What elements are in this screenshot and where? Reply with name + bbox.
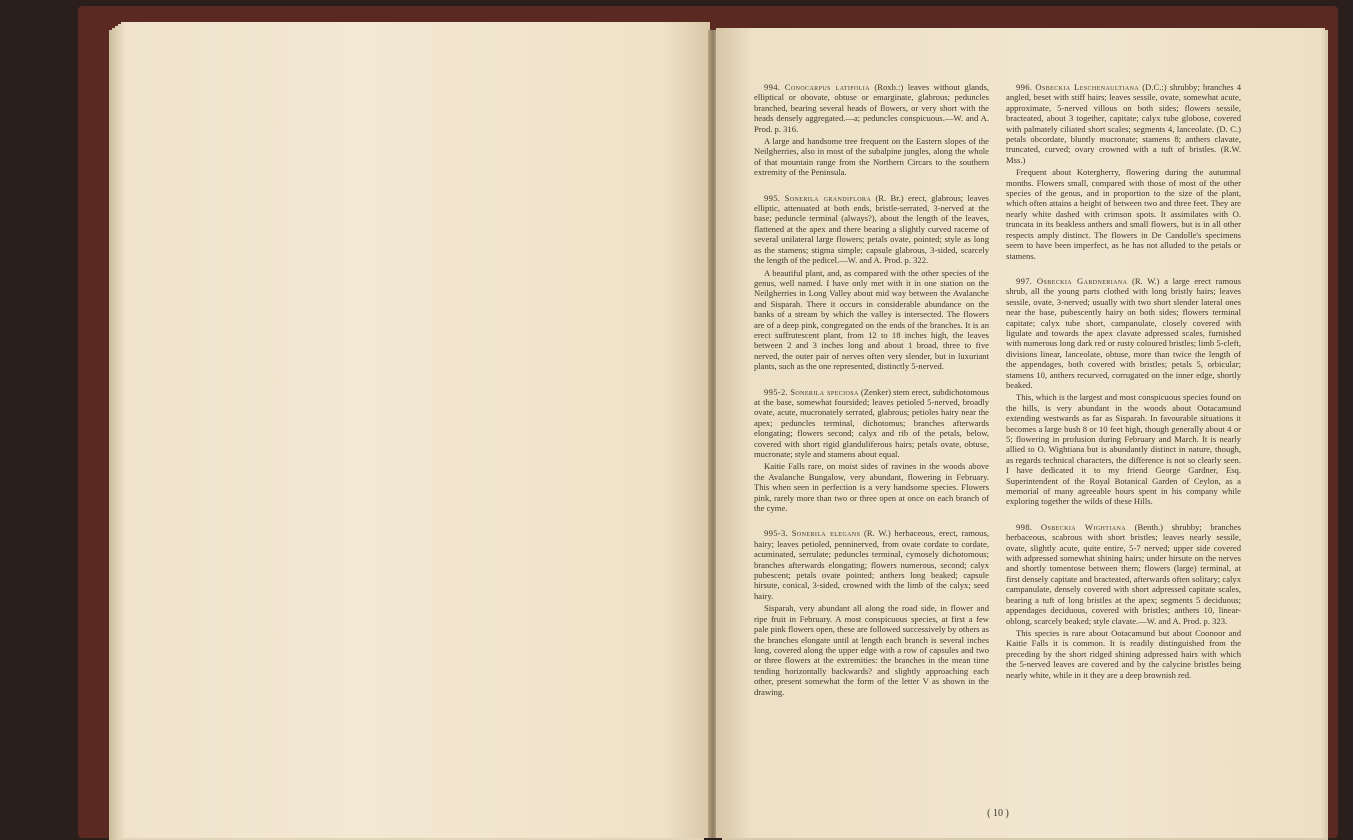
entry-paragraph: Sisparah, very abundant all along the road side, in flower and ripe fruit in February. A most conspicuous species, at first a few pale pink flowers open, these are followed successively by others as the branches elongate until at length each branch is several inches long, covered along the upper edge with a row of capsules and two or three flowers at the extremities: the branches in the mean time tending horizontally backwards? and slightly approaching each other, present somewhat the form of the letter V as shown in the drawing. (754, 603, 989, 697)
entry-description (1006, 82, 1241, 165)
entry-paragraph: This, which is the largest and most conspicuous species found on the hills, is very abundant in the woods about Ootacamund extending westwards as far as Sisparah. In favourable situations it becomes a large bush 8 or 10 feet high, though generally about 4 or 5; flowering in profusion during February and March. It is nearly allied to O. Wightiana but is abundantly distinct in nature, though, as regards technical characters, the difference is not so clearly seen. I have dedicated it to my friend George Gardner, Esq. Superintendent of the Royal Botanical Garden of Ceylon, as a memorial of many agreeable hours spent in his company while exploring together the wilds of these Hills. (1006, 392, 1241, 507)
entry-number: 997. (1016, 275, 1033, 286)
species-text: (R. W.) herbaceous, erect, ramous, hairy; leaves petioled, penninerved, from ovate cordate to cordate, acuminated, serrulate; peduncles terminal, cymosely dichotomous; branches afterwards elongating; flowers numerous, second; calyx pubescent; petals ovate pointed; anthers long beaked; capsule hirsute, conical, 3-sided, crowned with the limb of the calyx; seed hairy. (754, 528, 989, 601)
entry-paragraph: Kaitie Falls rare, on moist sides of ravines in the woods above the Avalanche Bungalow, very abundant, flowering in February. This when seen in perfection is a very handsome species. Flowers pink, rarely more than two or three open at once on each branch of the cyme. (754, 461, 989, 514)
entry-description (754, 82, 989, 134)
species-text: (R. Br.) erect, glabrous; leaves elliptic, attenuated at both ends, bristle-serrated, 3-nerved at the base; peduncle terminal (always?), about the length of the leaves, flattened at the apex and there bearing a slightly curved raceme of several unilateral large flowers; petals ovate, pointed; style as long as the stamens; stigma simple; capsule glabrous, 3-sided, scarcely the length of the pedicel.—W. and A. Prod. p. 322. (754, 192, 990, 266)
species-entry (1006, 82, 1241, 261)
right-page (716, 28, 1322, 838)
species-entry (1006, 276, 1241, 507)
entry-number: 995-2. (764, 386, 788, 397)
entry-description (754, 387, 989, 460)
text-column-left (754, 82, 989, 712)
entry-number: 998. (1016, 521, 1033, 532)
species-name: Sonerila grandiflora (784, 192, 872, 203)
entry-paragraph: A beautiful plant, and, as compared with the other species of the genus, well named. I have only met with it in one station on the Neilgherries in Long Valley about mid way between the Avalanche and Sisparah. There it occurs in considerable abundance on the banks of a stream by which the valley is intersected. The flowers are of a deep pink, congregated on the ends of the branches. It is an erect suffrutescent plant, from 12 to 18 inches high, the leaves between 2 and 3 inches long and about 1 broad, three to five nerved, the outer pair of nerves often very slender, but in luxuriant plants, such as the one represented, distinctly 5-nerved. (754, 267, 989, 372)
species-entry (754, 193, 989, 372)
entry-paragraph: A large and handsome tree frequent on the Eastern slopes of the Neilgherries, also in most of the subalpine jungles, along the whole of that mountain range from the Northern Circars to the southern extremity of the Peninsula. (754, 136, 989, 178)
species-entry (754, 528, 989, 697)
species-name: Osbeckia Leschenaultiana (1035, 82, 1140, 92)
species-text: (R. W.) a large erect ramous shrub, all the young parts clothed with long bristly hairs; leaves sessile, ovate, 3-nerved; usually with two short slender lateral ones near the base, pubescently hairy on both sides; flowers terminal capitate; calyx tube short, campanulate, closely covered with ligulate and towards the apex clavate adpressed scales, furnished with numerous long dark red or rusty coloured bristles; limb 5-cleft, divisions linear, lanceolate, obtuse, more than twice the length of the appendages, both covered with bristles; petals 5, orbicular; stamens 10, anthers recurved, corrugated on the inner edge, shortly beaked. (1006, 275, 1241, 390)
entry-number: 995-3. (764, 528, 788, 539)
species-name: Conocarpus latifolia (784, 82, 870, 92)
entry-description (1006, 276, 1241, 390)
species-entry (754, 82, 989, 178)
species-name: Sonerila elegans (791, 528, 861, 539)
text-column-right (1006, 82, 1241, 695)
species-text: (Roxb.:) leaves without glands, elliptical or obovate, obtuse or emarginate, glabrous; peduncles branched, bearing several heads of flowers, or very short with the heads densely aggregated.—a; peduncles conspicuous.—W. and A. Prod. p. 316. (754, 82, 989, 134)
species-name: Osbeckia Gardneriana (1036, 275, 1128, 286)
book-spread (96, 10, 1326, 838)
entry-description (1006, 522, 1241, 626)
entry-number: 996. (1016, 82, 1033, 92)
species-entry (754, 387, 989, 514)
species-name: Sonerila speciosa (790, 386, 859, 397)
species-text: (Benth.) shrubby; branches herbaceous, scabrous with short bristles; leaves nearly sessile, ovate, slightly acute, quite entire, 5-7 nerved; upper side covered with adpressed somewhat shining hairs; under hirsute on the nerves and shortly tomentose between them; flowers (large) terminal, at first densely capitate and bracteated, afterwards often solitary; calyx campanulate, densely covered with short adpressed capitate scales, bearing a tuft of long bristles at the apex; segments 5 deciduous; appendages deciduous, covered with bristles; anthers 10, linear-oblong, scarcely beaked; style clavate.—W. and A. Prod. p. 323. (1006, 521, 1241, 626)
entry-number: 994. (764, 82, 781, 92)
species-text: (D.C.:) shrubby; branches 4 angled, beset with stiff hairs; leaves sessile, ovate, somewhat acute, approximate, 5-nerved villous on both sides; flowers sessile, bracteated, about 3 together, capitate; calyx tube globose, covered with palmately ciliated short scales; segments 4, lanceolate. (D. C.) petals obcordate, bluntly mucronate; stamens 8; anthers clavate, truncated, curved; ovary crowned with a tuft of bristles. (R.W. Mss.) (1006, 82, 1242, 165)
entry-description (754, 193, 989, 266)
page-number: ( 10 ) (987, 808, 1009, 819)
left-page (124, 22, 710, 838)
entry-paragraph: This species is rare about Ootacamund but about Coonoor and Kaitie Falls it is common. It is readily distinguished from the preceding by the short ridged shining adpressed hairs with which the 5-nerved leaves are covered and by the calycine bristles being nearly white, while in it they are a deep brownish red. (1006, 627, 1241, 680)
entry-number: 995. (764, 192, 781, 203)
entry-paragraph: Frequent about Kotergherry, flowering during the autumnal months. Flowers small, compared with those of most of the other species of the genus, and in proportion to the size of the plant, which often attains a height of between two and three feet. They are nearly white dashed with crimson spots. It assimilates with O. truncata in its beakless anthers and small flowers, but is in all other respects amply distinct. The flowers in De Candolle's specimens seem to have been imperfect, as he has not alluded to the petals or stamens. (1006, 167, 1241, 261)
species-entry (1006, 522, 1241, 680)
species-text: (Zenker) stem erect, subdichotomous at the base, somewhat foursided; leaves petioled 5-nerved, broadly ovate, acute, mucronately serrated, glabrous; petioles hairy near the apex; peduncles terminal, dichotomus; branches afterwards elongating; flowers second; calyx and rib of the petals, below, covered with short rigid glanduliferous hairs; petals ovate, obtuse, mucronate; style and stamens about equal. (754, 386, 989, 459)
species-name: Osbeckia Wightiana (1040, 521, 1126, 532)
entry-description (754, 528, 989, 601)
